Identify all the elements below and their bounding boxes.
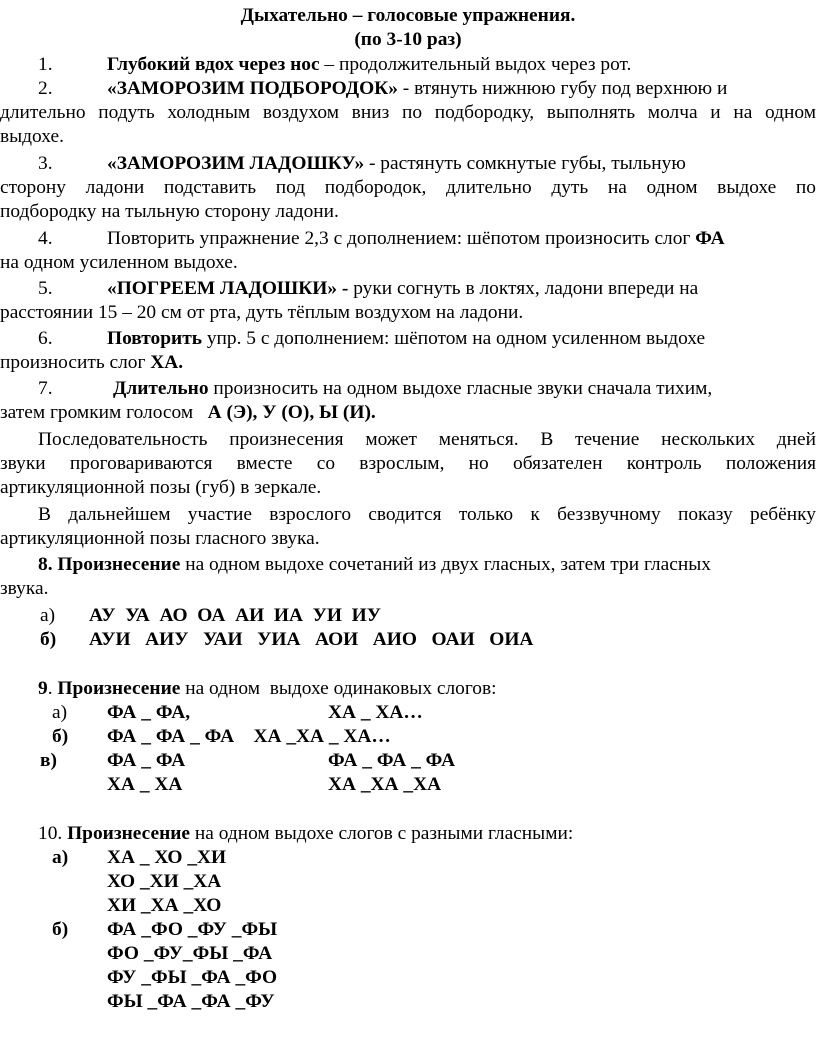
item-number: 1. <box>38 54 53 75</box>
item-5: 5. «ПОГРЕЕМ ЛАДОШКИ» - руки согнуть в локтях, ладони впереди на <box>38 278 699 299</box>
exercise-10-a-2: ХО _ХИ _ХА <box>107 871 222 892</box>
exercise-10-b-3: ФУ _ФЫ _ФА _ФО <box>107 967 278 988</box>
exercise-10: 10. Произнесение на одном выдохе слогов с разными гласными: <box>38 823 574 844</box>
exercise-9-row-a: а) ФА _ ФА, ХА _ ХА… <box>52 702 423 723</box>
exercise-8-row-a: а) АУ УА АО ОА АИ ИА УИ ИУ <box>40 605 381 626</box>
item-3: 3. «ЗАМОРОЗИМ ЛАДОШКУ» - растянуть сомкнутые губы, тыльную <box>38 153 686 174</box>
exercise-10-a-1: а) ХА _ ХО _ХИ <box>52 847 227 868</box>
exercise-10-b-1: б) ФА _ФО _ФУ _ФЫ <box>52 919 278 940</box>
paragraph-2-line-1: В дальнейшем участие взрослого сводится только к беззвучному показу ребёнку <box>38 504 816 525</box>
item-2: 2. «ЗАМОРОЗИМ ПОДБОРОДОК» - втянуть нижнюю губу под верхнюю и <box>38 78 728 99</box>
exercise-10-b-4: ФЫ _ФА _ФА _ФУ <box>107 991 275 1012</box>
item-7: 7. Длительно произносить на одном выдохе гласные звуки сначала тихим, <box>38 378 713 399</box>
item-6-line-2: произносить слог ХА. <box>0 352 184 373</box>
exercise-9-row-d: ХА _ ХА ХА _ХА _ХА <box>107 774 442 795</box>
paragraph-1-line-2: звуки проговариваются вместе со взрослым, но обязателен контроль положения <box>0 453 816 474</box>
item-1: 1. Глубокий вдох через нос – продолжительный выдох через рот. <box>38 54 632 75</box>
item-3-line-2: сторону ладони подставить под подбородок, длительно дуть на одном выдохе по <box>0 177 816 198</box>
item-7-line-2: затем громким голосом А (Э), У (О), Ы (И). <box>0 402 376 423</box>
exercise-9: 9. Произнесение на одном выдохе одинаковых слогов: <box>38 678 497 699</box>
item-3-line-3: подбородку на тыльную сторону ладони. <box>0 201 339 222</box>
paragraph-1-line-1: Последовательность произнесения может меняться. В течение нескольких дней <box>38 429 816 450</box>
exercise-9-row-c: в) ФА _ ФА ФА _ ФА _ ФА <box>40 750 456 771</box>
subtitle: (по 3-10 раз) <box>354 29 462 50</box>
title: Дыхательно – голосовые упражнения. <box>240 5 576 26</box>
paragraph-2-line-2: артикуляционной позы гласного звука. <box>0 528 320 549</box>
exercise-9-row-b: б) ФА _ ФА _ ФА ХА _ХА _ ХА… <box>52 726 391 747</box>
item-4: 4. Повторить упражнение 2,3 с дополнением: шёпотом произносить слог ФА <box>38 228 725 249</box>
item-4-line-2: на одном усиленном выдохе. <box>0 252 238 273</box>
item-5-line-2: расстоянии 15 – 20 см от рта, дуть тёплым воздухом на ладони. <box>0 302 524 323</box>
exercise-8: 8. Произнесение на одном выдохе сочетаний из двух гласных, затем три гласных <box>38 554 711 575</box>
item-2-line-2: длительно подуть холодным воздухом вниз по подбородку, выполнять молча и на одном <box>0 102 816 123</box>
item-2-line-3: выдохе. <box>0 126 64 147</box>
paragraph-1-line-3: артикуляционной позы (губ) в зеркале. <box>0 477 322 498</box>
exercise-10-a-3: ХИ _ХА _ХО <box>107 895 222 916</box>
exercise-8-line-2: звука. <box>0 578 49 599</box>
exercise-10-b-2: ФО _ФУ_ФЫ _ФА <box>107 943 273 964</box>
exercise-8-row-b: б) АУИ АИУ УАИ УИА АОИ АИО ОАИ ОИА <box>40 629 534 650</box>
item-6: 6. Повторить упр. 5 с дополнением: шёпотом на одном усиленном выдохе <box>38 328 706 349</box>
